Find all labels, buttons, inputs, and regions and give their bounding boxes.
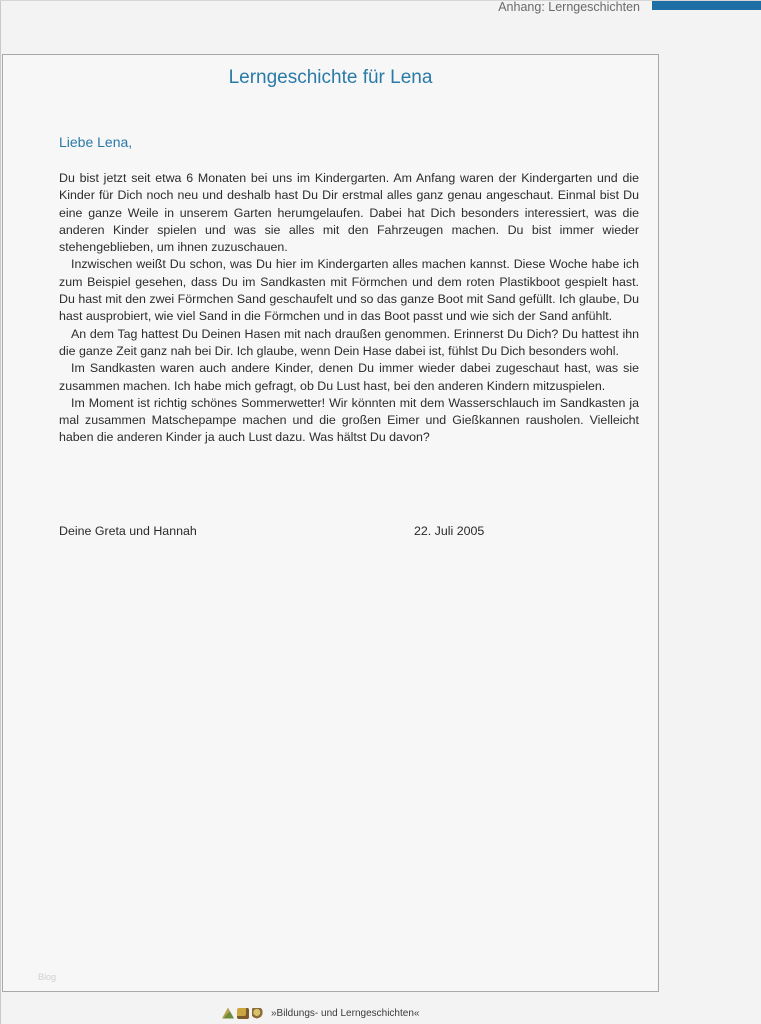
sandcastle-icon bbox=[222, 1008, 234, 1019]
paragraph-3: An dem Tag hattest Du Deinen Hasen mit nach draußen genommen. Erinnerst Du Dich? Du hattest ihn die ganze Zeit ganz nah bei Dir. Ich glaube, wenn Dein Hase dabei ist, fühlst Du Dich besonders wohl. bbox=[59, 326, 639, 358]
building-blocks-icon bbox=[237, 1008, 249, 1019]
paragraph-4: Im Sandkasten waren auch andere Kinder, denen Du immer wieder dabei zugeschaut hast, was sie zusammen machen. Ich habe mich gefragt, ob Du Lust hast, bei den anderen Kindern mitzuspielen. bbox=[59, 361, 639, 393]
watermark: Blog bbox=[38, 972, 57, 982]
document-title: Lerngeschichte für Lena bbox=[228, 67, 433, 88]
salutation: Liebe Lena, bbox=[59, 134, 133, 150]
footer-title: »Bildungs- und Lerngeschichten« bbox=[271, 1007, 420, 1019]
paragraph-1: Du bist jetzt seit etwa 6 Monaten bei uns im Kindergarten. Am Anfang waren der Kindergarten und die Kinder für Dich noch neu und deshalb hast Du Dir erstmal alles ganz genau angeschaut. Einmal bist Du eine ganze Weile in unserem Garten herumgelaufen. Dabei hat Dich besonders interessiert, was die anderen Kinder spielen und was sie alles mit den Fahrzeugen machen. Du bist immer wieder stehengeblieben, um ihnen zuzuschauen. bbox=[59, 171, 639, 255]
paragraph-2: Inzwischen weißt Du schon, was Du hier im Kindergarten alles machen kannst. Diese Woche habe ich zum Beispiel gesehen, dass Du im Sandkasten mit Förmchen und dem roten Plastikboot gespielt hast. Du hast mit den zwei Förmchen Sand geschaufelt und so das ganze Boot mit Sand gefüllt. Ich glaube, Du hast ausprobiert, wie viel Sand in die Förmchen und in das Boot passt und wie sich der Sand anfühlt. bbox=[59, 257, 639, 324]
paragraph-5: Im Moment ist richtig schönes Sommerwetter! Wir könnten mit dem Wasserschlauch im Sandkasten ja mal zusammen Matschepampe machen und die großen Eimer und Gießkannen rausholen. Vielleicht haben die anderen Kinder ja auch Lust dazu. Was hältst Du davon? bbox=[59, 395, 639, 445]
seashell-icon bbox=[252, 1008, 264, 1019]
running-head: Anhang: Lerngeschichten bbox=[498, 0, 640, 14]
page-left-edge bbox=[0, 0, 1, 1024]
header-accent-bar bbox=[652, 1, 761, 10]
letter-date: 22. Juli 2005 bbox=[414, 524, 485, 538]
signature: Deine Greta und Hannah bbox=[59, 524, 197, 538]
page-footer bbox=[222, 1005, 419, 1021]
letter-body bbox=[59, 170, 639, 447]
